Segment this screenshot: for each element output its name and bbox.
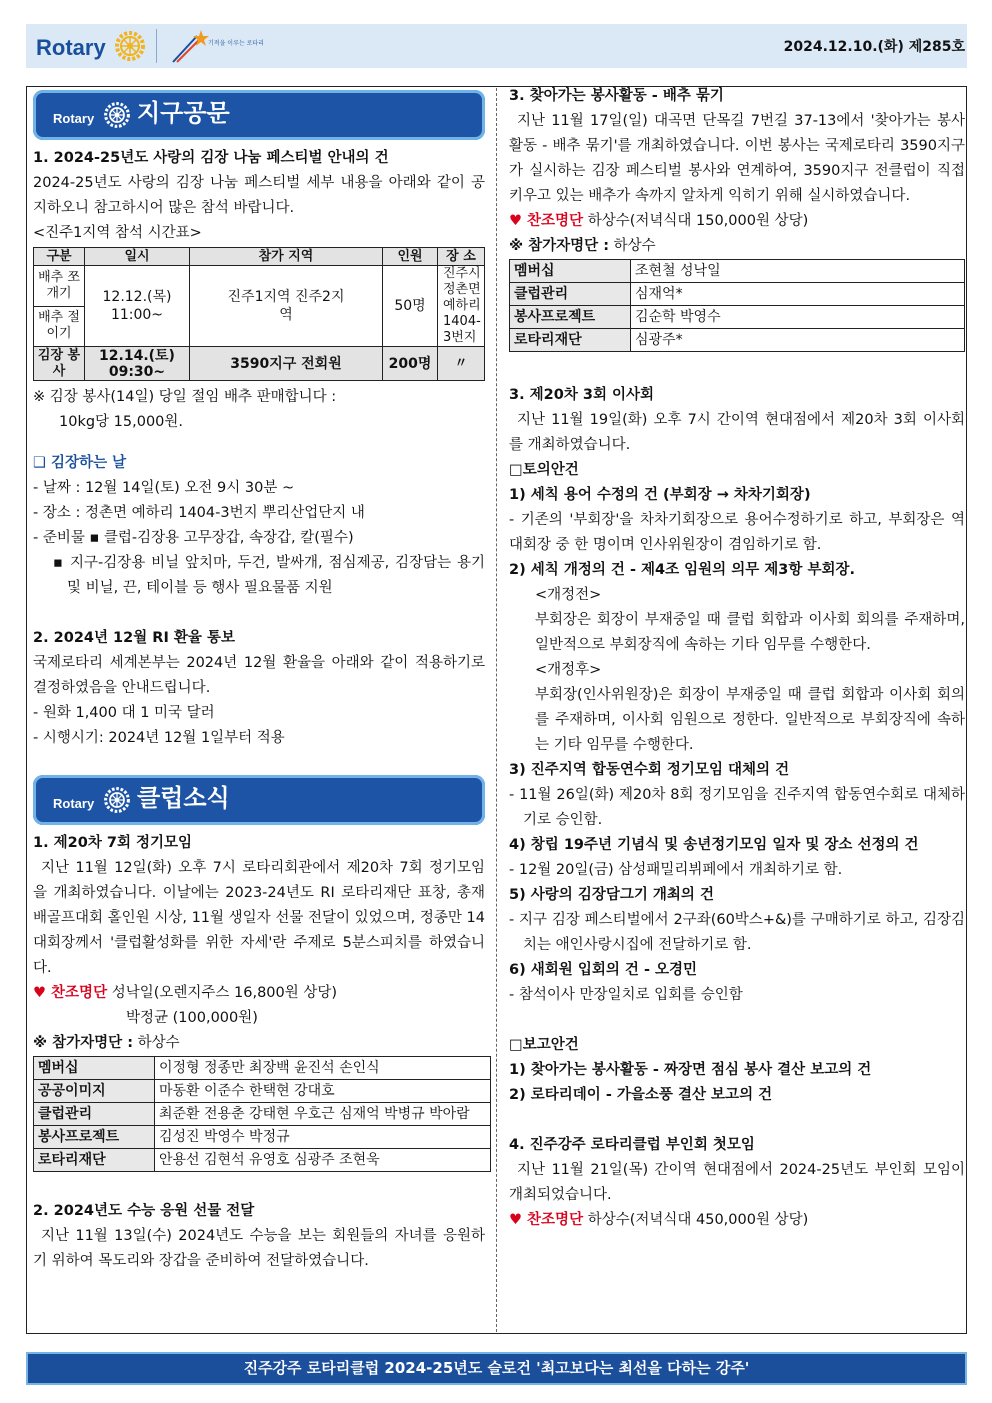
note-text: 10kg당 15,000원. <box>59 414 184 430</box>
right-column <box>509 84 965 1233</box>
table-cell: 심광주* <box>631 329 965 352</box>
rotary-logo-text: Rotary <box>36 35 106 60</box>
report-title: □보고안건 <box>509 1037 579 1053</box>
table-cell: 김장 봉사 <box>34 347 85 381</box>
section-heading: 3. 찾아가는 봉사활동 - 배추 묶기 <box>509 88 724 104</box>
issue-date-number: 2024.12.10.(화) 제285호 <box>783 39 965 55</box>
table-header: 구분 <box>34 248 85 266</box>
banner-title: 클럽소식 <box>137 784 230 812</box>
agenda-item: 1) 세칙 용어 수정의 건 (부회장 → 차차기회장) <box>509 487 811 503</box>
table-row <box>34 1080 491 1103</box>
section-heading: 1. 2024-25년도 사랑의 김장 나눔 페스티벌 안내의 건 <box>33 150 389 166</box>
section-heading: 1. 제20차 7회 정기모임 <box>33 835 193 851</box>
slogan-footer: 진주강주 로타리클럽 2024-25년도 슬로건 '최고보다는 최선을 다하는 강주' <box>26 1352 967 1385</box>
table-cell: 조현철 성낙일 <box>631 260 965 283</box>
table-cell: 최준환 전용춘 강태현 우호근 심재억 박병규 박아람 <box>155 1103 491 1126</box>
table-cell: 봉사프로젝트 <box>510 306 631 329</box>
list-item: - 날짜 : 12월 14일(토) 오전 9시 30분 ~ <box>33 480 295 496</box>
attendee-label: ※ 참가자명단 : <box>509 238 610 254</box>
donor-value: 성낙일(오렌지주스 16,800원 상당) <box>111 985 338 1001</box>
table-cell: 마동환 이준수 한택현 강대호 <box>155 1080 491 1103</box>
table-cell: 안용선 김현석 유영호 심광주 조현욱 <box>155 1149 491 1172</box>
donor-line <box>509 1208 965 1233</box>
attendee-line <box>509 234 965 259</box>
column-divider <box>496 88 497 1332</box>
agenda-body: - 기존의 '부회장'을 차차기회장으로 용어수정하기로 하고, 부회장은 역대회장 중 한 명이며 인사위원장이 겸임하기로 함. <box>509 512 965 553</box>
donor-label: ♥ 찬조명단 <box>509 213 584 229</box>
schedule-table <box>33 247 485 381</box>
table-cell: 클럽관리 <box>510 283 631 306</box>
section-heading: 2. 2024년 12월 RI 환율 통보 <box>33 630 235 646</box>
agenda-body: - 12월 20일(금) 삼성패밀리뷔페에서 개최하기로 함. <box>509 862 843 878</box>
newsletter-header <box>26 24 967 68</box>
table-cell: 로타리재단 <box>510 329 631 352</box>
paragraph: 지난 11월 17일(일) 대곡면 단목길 7번길 37-13에서 '찾아가는 봉사활동 - 배추 묶기'를 개최하였습니다. 이번 봉사는 국제로타리 3590지구가 실시하는 김장 페스티벌 봉사와 연계하여, 3590지구 전클럽이 직접 키우고 있는 배추가 속까지 알차게 익히기 위해 실시하였습니다. <box>509 113 965 204</box>
table-cell: 멤버십 <box>34 1057 155 1080</box>
banner-rotary-label: Rotary <box>53 111 95 126</box>
attendee-table <box>33 1056 491 1172</box>
revision-label: <개정후> <box>535 662 602 678</box>
agenda-item: 5) 사랑의 김장담그기 개최의 건 <box>509 887 714 903</box>
table-cell: 진주시 정촌면 예하리 1404-3번지 <box>438 266 485 347</box>
header-separator <box>156 29 157 63</box>
agenda-body: - 11월 26일(화) 제20차 8회 정기모임을 진주지역 합동연수회로 대체하기로 승인함. <box>509 787 965 828</box>
note-text: ※ 김장 봉사(14일) 당일 절임 배추 판매합니다 : <box>33 389 337 405</box>
paragraph: 지난 11월 19일(화) 오후 7시 간이역 현대점에서 제20차 3회 이사회를 개최하였습니다. <box>509 412 965 453</box>
table-cell: 봉사프로젝트 <box>34 1126 155 1149</box>
agenda-item: 2) 세칙 개정의 건 - 제4조 임원의 의무 제3항 부회장. <box>509 562 855 578</box>
report-item: 2) 로타리데이 - 가을소풍 결산 보고의 건 <box>509 1087 773 1103</box>
table-cell: 멤버십 <box>510 260 631 283</box>
table-cell: 심재억* <box>631 283 965 306</box>
table-cell: 김순학 박영수 <box>631 306 965 329</box>
table-cell: 클럽관리 <box>34 1103 155 1126</box>
table-row <box>510 329 965 352</box>
paragraph: 지난 11월 12일(화) 오후 7시 로타리회관에서 제20차 7회 정기모임을 개최하였습니다. 이날에는 2023-24년도 RI 로타리재단 표창, 총재배골프대회 홀인원 시상, 11월 생일자 선물 전달이 있었으며, 정종만 14대회장께서 '클럽활성화를 위한 자세'란 주제로 5분스피치를 하였습니다. <box>33 860 485 976</box>
table-row <box>510 260 965 283</box>
table-header: 장 소 <box>438 248 485 266</box>
table-cell: 12.14.(토) 09:30~ <box>85 347 190 381</box>
table-header: 인원 <box>383 248 438 266</box>
subsection-title: ❑ 김장하는 날 <box>33 455 127 471</box>
agenda-body: - 지구 김장 페스티벌에서 2구좌(60박스+&)를 구매하기로 하고, 김장김치는 애인사랑시집에 전달하기로 함. <box>509 912 965 953</box>
table-header: 참가 지역 <box>190 248 383 266</box>
rotary-wheel-icon <box>114 30 146 62</box>
table-cell: 200명 <box>383 347 438 381</box>
table-row <box>34 1126 491 1149</box>
agenda-body: - 참석이사 만장일치로 입회를 승인함 <box>509 987 743 1003</box>
list-item: - 장소 : 정촌면 예하리 1404-3번지 뿌리산업단지 내 <box>33 505 365 521</box>
attendee-label: ※ 참가자명단 : <box>33 1035 134 1051</box>
emblem-slogan: 기적을 이루는 로타리 <box>208 40 264 47</box>
table-cell: 50명 <box>383 266 438 347</box>
table-row <box>510 306 965 329</box>
attendee-value: 하상수 <box>613 238 656 254</box>
donor-line <box>509 209 965 234</box>
paragraph: 국제로타리 세계본부는 2024년 12월 환율을 아래와 같이 적용하기로 결정하였음을 안내드립니다. <box>33 655 485 696</box>
section-heading: 4. 진주강주 로타리클럽 부인회 첫모임 <box>509 1137 755 1153</box>
table-cell: 이정형 정종만 최장백 윤진석 손인식 <box>155 1057 491 1080</box>
section-heading: 2. 2024년도 수능 응원 선물 전달 <box>33 1203 255 1219</box>
agenda-title: □토의안건 <box>509 462 579 478</box>
table-cell: 〃 <box>438 347 485 381</box>
section-heading: 3. 제20차 3회 이사회 <box>509 387 655 403</box>
list-item: - 준비물 ▪ 클럽-김장용 고무장갑, 속장갑, 칼(필수) <box>33 530 354 546</box>
banner-rotary-label: Rotary <box>53 796 95 811</box>
star-emblem-icon <box>171 28 211 64</box>
donor-label: ♥ 찬조명단 <box>509 1212 584 1228</box>
table-cell: 공공이미지 <box>34 1080 155 1103</box>
revision-label: <개정전> <box>535 587 602 603</box>
table-row <box>34 1103 491 1126</box>
list-item: ▪ 지구-김장용 비닐 앞치마, 두건, 발싸개, 점심제공, 김장담는 용기 및 비닐, 끈, 테이블 등 행사 필요물품 지원 <box>53 555 485 596</box>
table-cell: 진주1지역 진주2지역 <box>190 266 383 347</box>
table-cell: 12.12.(목) 11:00~ <box>85 266 190 347</box>
table-header: 일시 <box>85 248 190 266</box>
list-item: - 시행시기: 2024년 12월 1일부터 적용 <box>33 730 285 746</box>
rotary-wheel-icon <box>103 786 131 814</box>
table-cell: 배추 쪼개기 <box>34 266 85 307</box>
donor-label: ♥ 찬조명단 <box>33 985 108 1001</box>
paragraph: 2024-25년도 사랑의 김장 나눔 페스티벌 세부 내용을 아래와 같이 공지하오니 참고하시어 많은 참석 바랍니다. <box>33 175 485 216</box>
donor-value: 하상수(저녁식대 450,000원 상당) <box>587 1212 809 1228</box>
revision-text: 부회장은 회장이 부재중일 때 클럽 회합과 이사회 회의를 주재하며, 일반적으로 부회장직에 속하는 기타 임무를 수행한다. <box>535 612 965 653</box>
report-item: 1) 찾아가는 봉사활동 - 짜장면 점심 봉사 결산 보고의 건 <box>509 1062 872 1078</box>
table-cell: 김성진 박영수 박정규 <box>155 1126 491 1149</box>
rotary-wheel-icon <box>103 101 131 129</box>
table-caption: <진주1지역 참석 시간표> <box>33 225 202 241</box>
paragraph: 지난 11월 13일(수) 2024년도 수능을 보는 회원들의 자녀를 응원하기 위하여 목도리와 장갑을 준비하여 전달하였습니다. <box>33 1228 485 1269</box>
agenda-item: 6) 새회원 입회의 건 - 오경민 <box>509 962 698 978</box>
table-row <box>34 1057 491 1080</box>
agenda-item: 3) 진주지역 합동연수회 정기모임 대체의 건 <box>509 762 790 778</box>
section-banner-district <box>33 90 485 140</box>
section-banner-club <box>33 775 485 825</box>
donor-line <box>33 981 485 1006</box>
paragraph: 지난 11월 21일(목) 간이역 현대점에서 2024-25년도 부인회 모임이 개최되었습니다. <box>509 1162 965 1203</box>
left-column <box>33 90 485 1274</box>
agenda-item: 4) 창립 19주년 기념식 및 송년정기모임 일자 및 장소 선정의 건 <box>509 837 919 853</box>
attendee-line <box>33 1031 485 1056</box>
attendee-value: 하상수 <box>137 1035 180 1051</box>
donor-value: 박정균 (100,000원) <box>126 1010 258 1026</box>
list-item: - 원화 1,400 대 1 미국 달러 <box>33 705 215 721</box>
table-cell: 3590지구 전회원 <box>190 347 383 381</box>
donor-value: 하상수(저녁식대 150,000원 상당) <box>587 213 809 229</box>
revision-text: 부회장(인사위원장)은 회장이 부재중일 때 클럽 회합과 이사회 회의를 주재하며, 이사회 임원으로 정한다. 일반적으로 부회장직에 속하는 기타 임무를 수행한다. <box>535 687 965 753</box>
banner-title: 지구공문 <box>137 99 230 127</box>
attendee-table <box>509 259 965 352</box>
table-cell: 로타리재단 <box>34 1149 155 1172</box>
table-cell: 배추 절이기 <box>34 306 85 347</box>
table-row <box>510 283 965 306</box>
table-row <box>34 1149 491 1172</box>
